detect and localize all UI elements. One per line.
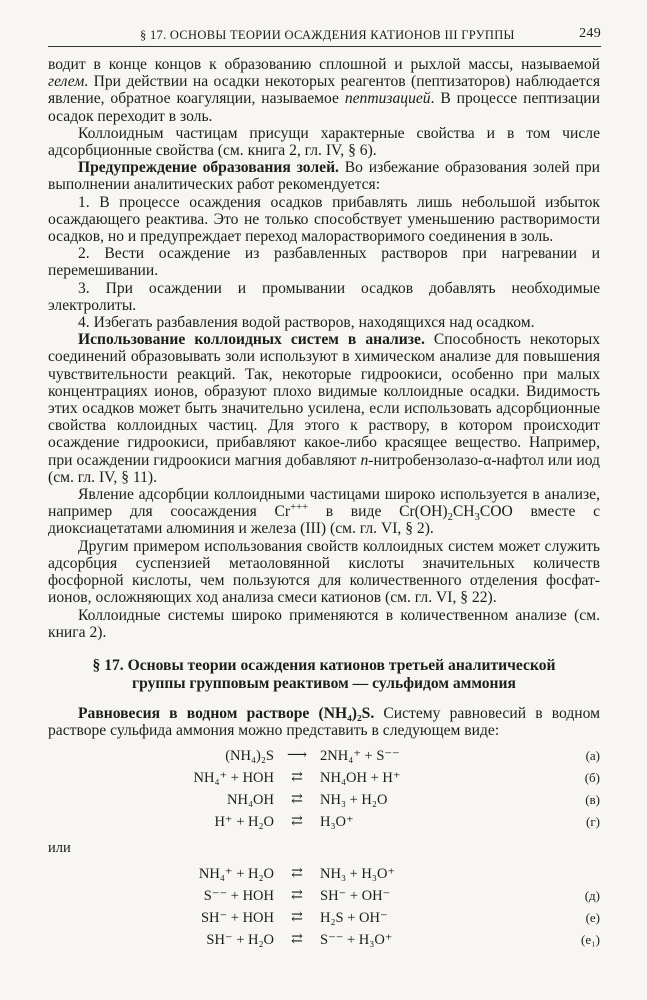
equation-block (48, 745, 600, 951)
equation-a: (NH₄)₂S ⟶ 2NH₄⁺ + S⁻⁻ (а) (225, 748, 600, 765)
paragraph-adsorption: Явление адсорбции коллоидными частицами широко используется в анализе, например для соосаждения Cr+++ в виде $Cr(OH)_2CH_3COO$ вместе с диоксиацетатами алюминия и железа (III) (см. гл. VI, § 2). (48, 486, 601, 538)
equation-combined: NH₄⁺ + H₂O ⇄ NH₃ + H₃O⁺ (198, 866, 396, 883)
list-item-4: 4. Избегать разбавления водой растворов, находящихся над осадком. (78, 314, 535, 332)
equation-e: SH⁻ + HOH ⇄ H₂S + OH⁻ (е) (200, 910, 600, 927)
list-item-2: 2. Вести осаждение из разбавленных растворов при нагревании и перемешивании. (48, 245, 600, 280)
term-gel: гелем (48, 73, 85, 91)
run-in-heading: Равновесия в водном растворе (NH₄)₂S. (78, 704, 375, 722)
run-in-heading: Предупреждение образования золей. (78, 159, 339, 177)
paragraph-stannic-acid: Другим примером использования свойств коллоидных систем может служить адсорбция суспензией метаоловянной кислоты значительных количеств фосфорной кислоты, чем пользуются для количественного отделения фосфат-ионов, осложняющих ход анализа смеси катионов (см. гл. VI, § 22). (48, 537, 600, 607)
page-number: 249 (579, 26, 601, 41)
or-word: или (48, 840, 71, 857)
paragraph-peptization: водит в конце концов к образованию сплошной и рыхлой массы, называемой гелем. При действии на осадки некоторых реагентов (пептизаторов) наблюдается явление, обратное коагуляции, называемое пептизацией. В процессе пептизации осадок переходит в золь. (48, 56, 600, 125)
paragraph-colloid-properties: Коллоидным частицам присущи характерные свойства и в том числе адсорбционные свойства (см. книга 2, гл. IV, § 6). (48, 124, 600, 160)
running-title: § 17. ОСНОВЫ ТЕОРИИ ОСАЖДЕНИЯ КАТИОНОВ III ГРУППЫ (140, 28, 515, 42)
equation-v: NH₄OH ⇄ NH₃ + H₂O (в) (227, 792, 600, 809)
equation-d: S⁻⁻ + HOH ⇄ SH⁻ + OH⁻ (д) (203, 888, 600, 905)
term-peptization: пептизацией (344, 90, 431, 108)
equation-e1: SH⁻ + H₂O ⇄ S⁻⁻ + H₃O⁺ (е₁) (206, 932, 600, 949)
paragraph-quantitative: Коллоидные системы широко применяются в количественном анализе (см. книга 2). (48, 606, 600, 641)
equation-b: NH₄⁺ + HOH ⇄ NH₄OH + H⁺ (б) (193, 770, 600, 787)
run-in-heading: Использование коллоидных систем в анализе. (78, 331, 425, 349)
paragraph-colloids-in-analysis: Использование коллоидных систем в анализе. Способность некоторых соединений образовывать золи используют в химическом анализе для повышения чувствительности реакций. Так, некоторые гидроокиси, особенно при малых концентрациях ионов, образуют плохо видимые коллоидные осадки. Видимость этих осадков может быть значительно усилена, если использовать адсорбционные свойства коллоидных частиц. Для этого к раствору, в котором происходит осаждение гидроокиси, прибавляют какое-либо красящее вещество. Например, при осаждении гидроокиси магния добавляют n-нитробензолазо-α-нафтол или иод (см. гл. IV, § 11). (48, 331, 600, 486)
paragraph-equilibria: Равновесия в водном растворе (NH₄)₂S. Систему равновесий в водном растворе сульфида аммония можно представить в следующем виде: (48, 704, 600, 740)
running-header (48, 24, 601, 47)
list-item-1: 1. В процессе осаждения осадков прибавлять лишь небольшой избыток осаждающего реактива. Это не только способствует уменьшению растворимости осадков, но и предупреждает переход малорастворимого соединения в золь. (48, 193, 600, 246)
equation-g: H⁺ + H₂O ⇄ H₃O⁺ (г) (214, 814, 600, 831)
paragraph-sol-prevention: Предупреждение образования золей. Во избежание образования золей при выполнении аналитических работ рекомендуется: (48, 159, 600, 194)
list-item-3: 3. При осаждении и промывании осадков добавлять необходимые электролиты. (48, 279, 600, 314)
section-title: § 17. Основы теории осаждения катионов третьей аналитической группы групповым реактивом — сульфидом аммония (92, 656, 556, 692)
page-body (48, 56, 600, 951)
